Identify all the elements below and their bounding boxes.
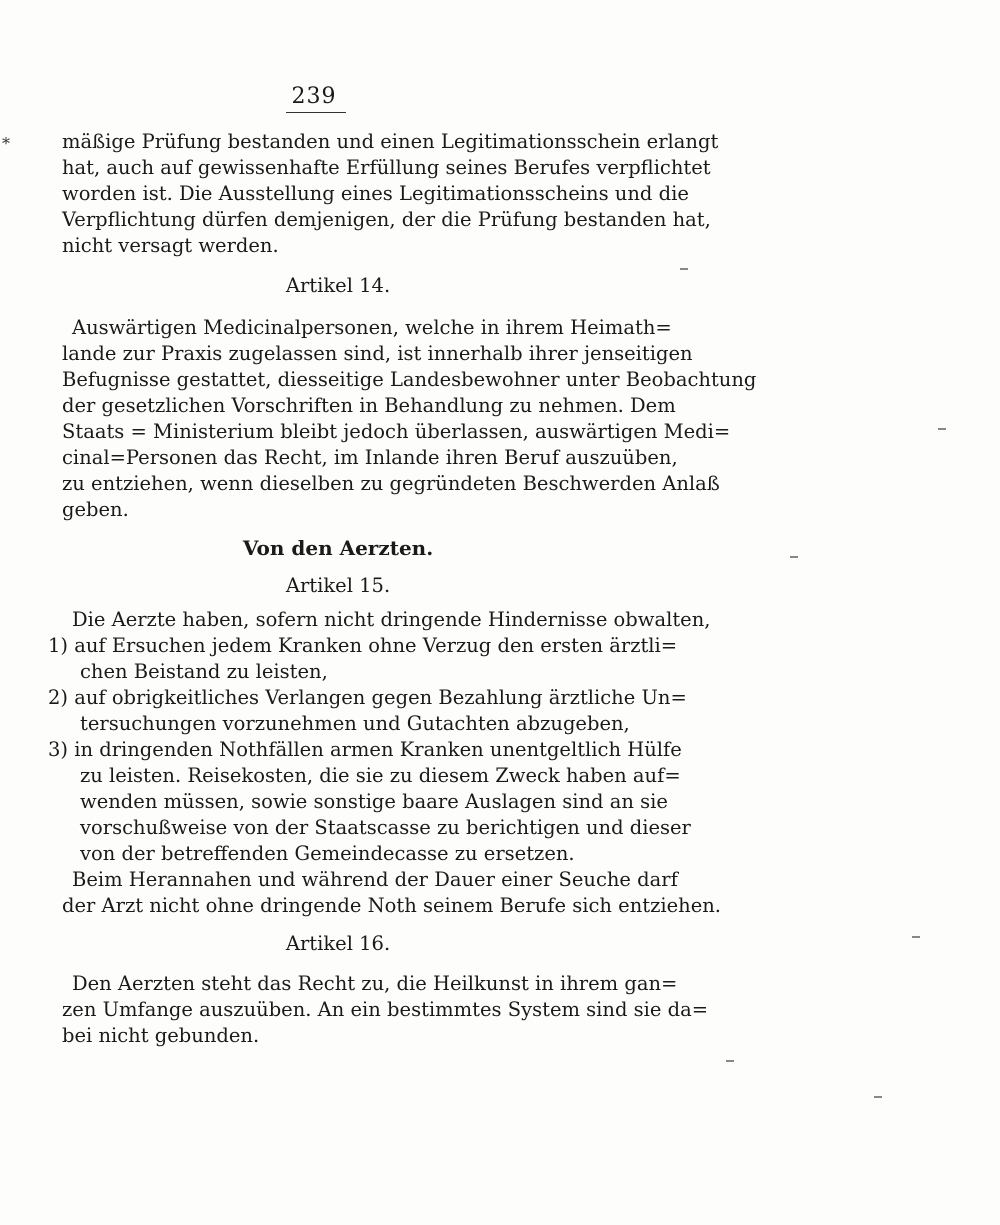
list-item-line: 3) in dringenden Nothfällen armen Kranken unentgeltlich Hülfe bbox=[48, 738, 682, 761]
text-line: der Arzt nicht ohne dringende Noth seinem Berufe sich entziehen. bbox=[62, 894, 722, 917]
text-line: Verpflichtung dürfen demjenigen, der die Prüfung bestanden hat, bbox=[62, 208, 711, 231]
print-mark bbox=[790, 556, 798, 558]
text-line: cinal=Personen das Recht, im Inlande ihren Beruf auszuüben, bbox=[62, 446, 678, 469]
text-line: lande zur Praxis zugelassen sind, ist innerhalb ihrer jenseitigen bbox=[62, 342, 693, 365]
text-line: Beim Herannahen und während der Dauer einer Seuche darf bbox=[72, 868, 678, 891]
margin-mark: * bbox=[2, 134, 10, 153]
print-mark bbox=[912, 936, 920, 938]
text-line: der gesetzlichen Vorschriften in Behandlung zu nehmen. Dem bbox=[62, 394, 676, 417]
section-heading: Von den Aerzten. bbox=[242, 536, 434, 560]
list-item-line: vorschußweise von der Staatscasse zu berichtigen und dieser bbox=[80, 816, 691, 839]
text-line: zu entziehen, wenn dieselben zu gegründeten Beschwerden Anlaß bbox=[62, 472, 720, 495]
text-line: Auswärtigen Medicinalpersonen, welche in ihrem Heimath= bbox=[72, 316, 672, 339]
article-heading: Artikel 16. bbox=[285, 932, 391, 955]
text-line: Befugnisse gestattet, diesseitige Landesbewohner unter Beobachtung bbox=[62, 368, 757, 391]
text-line: bei nicht gebunden. bbox=[62, 1024, 260, 1047]
list-item-line: 2) auf obrigkeitliches Verlangen gegen Bezahlung ärztliche Un= bbox=[48, 686, 687, 709]
print-mark bbox=[726, 1060, 734, 1062]
list-item-line: tersuchungen vorzunehmen und Gutachten abzugeben, bbox=[80, 712, 630, 735]
text-line: zen Umfange auszuüben. An ein bestimmtes System sind sie da= bbox=[62, 998, 709, 1021]
text-line: Den Aerzten steht das Recht zu, die Heilkunst in ihrem gan= bbox=[72, 972, 678, 995]
page-number-rule bbox=[286, 112, 346, 113]
list-item-line: von der betreffenden Gemeindecasse zu ersetzen. bbox=[80, 842, 575, 865]
print-mark bbox=[680, 268, 688, 270]
list-item-line: 1) auf Ersuchen jedem Kranken ohne Verzug den ersten ärztli= bbox=[48, 634, 678, 657]
list-item-line: zu leisten. Reisekosten, die sie zu diesem Zweck haben auf= bbox=[80, 764, 681, 787]
text-line: mäßige Prüfung bestanden und einen Legitimationsschein erlangt bbox=[62, 130, 719, 153]
page-number: 239 bbox=[291, 84, 337, 109]
text-line: worden ist. Die Ausstellung eines Legitimationsscheins und die bbox=[62, 182, 689, 205]
list-item-line: chen Beistand zu leisten, bbox=[80, 660, 328, 683]
article-heading: Artikel 14. bbox=[285, 274, 391, 297]
list-item-line: wenden müssen, sowie sonstige baare Auslagen sind an sie bbox=[80, 790, 668, 813]
text-line: hat, auch auf gewissenhafte Erfüllung seines Berufes verpflichtet bbox=[62, 156, 711, 179]
article-heading: Artikel 15. bbox=[285, 574, 391, 597]
print-mark bbox=[874, 1096, 882, 1098]
text-line: Die Aerzte haben, sofern nicht dringende Hindernisse obwalten, bbox=[72, 608, 711, 631]
text-line: Staats = Ministerium bleibt jedoch überlassen, auswärtigen Medi= bbox=[62, 420, 731, 443]
text-line: geben. bbox=[62, 498, 129, 521]
print-mark bbox=[938, 428, 946, 430]
text-line: nicht versagt werden. bbox=[62, 234, 279, 257]
